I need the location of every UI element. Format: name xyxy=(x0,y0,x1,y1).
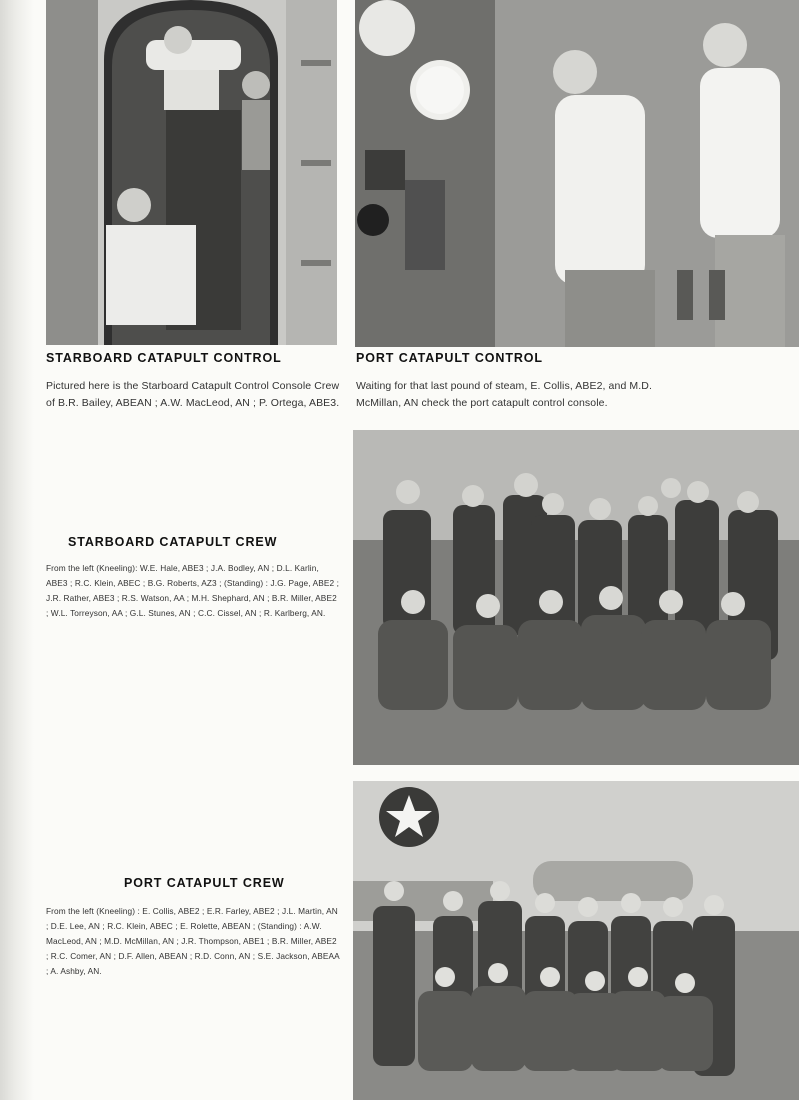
starboard-crew-photo xyxy=(353,430,799,765)
port-control-caption: Waiting for that last pound of steam, E. Collis, ABE2, and M.D. McMillan, AN check the port catapult control console. xyxy=(356,380,652,409)
starboard-crew-caption: From the left (Kneeling): W.E. Hale, ABE3 ; J.A. Bodley, AN ; D.L. Karlin, ABE3 ; R.C. Klein, ABEC ; B.G. Roberts, AZ3 ; (Standing) : J.G. Page, ABE2 ; J.R. Rather, ABE3 ; R.S. Watson, AA ; M.H. Shephard, AN ; B.R. Miller, ABE2 ; W.L. Torreyson, AA ; G.L. Stunes, AN ; C.C. Cissel, AN ; R. Karlberg, AN. xyxy=(46,563,340,618)
port-control-photo xyxy=(355,0,799,347)
starboard-control-heading: STARBOARD CATAPULT CONTROL xyxy=(46,351,282,365)
port-control-heading: PORT CATAPULT CONTROL xyxy=(356,351,543,365)
port-crew-heading: PORT CATAPULT CREW xyxy=(124,876,285,890)
port-crew-photo xyxy=(353,781,799,1100)
port-crew-caption: From the left (Kneeling) : E. Collis, ABE2 ; E.R. Farley, ABE2 ; J.L. Martin, AN ; D.E. Lee, AN ; R.C. Klein, ABEC ; E. Rolette, ABEAN ; (Standing) : A.W. MacLeod, AN ; M.D. McMillan, AN ; J.R. Thompson, ABE1 ; B.R. Miller, ABE2 ; R.C. Comer, AN ; D.F. Allen, ABEAN ; R.D. Conn, AN ; S.E. Jackson, ABEAA ; A. Ashby, AN. xyxy=(46,906,340,976)
starboard-control-photo xyxy=(46,0,337,345)
page-binding-shadow xyxy=(0,0,34,1100)
starboard-crew-heading: STARBOARD CATAPULT CREW xyxy=(68,535,278,549)
starboard-control-caption: Pictured here is the Starboard Catapult Control Console Crew of B.R. Bailey, ABEAN ; A.W. MacLeod, AN ; P. Ortega, ABE3. xyxy=(46,380,340,409)
